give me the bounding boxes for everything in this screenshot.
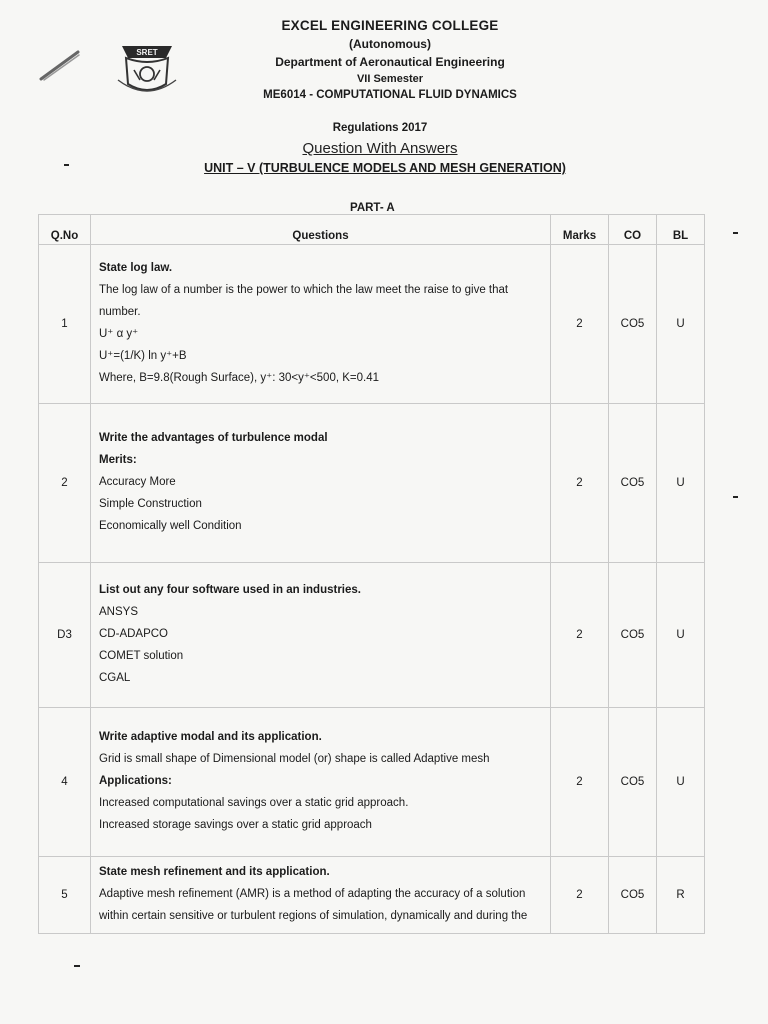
college-name: EXCEL ENGINEERING COLLEGE	[281, 18, 499, 33]
qno-cell: D3	[39, 563, 91, 708]
qno-cell: 4	[39, 708, 91, 857]
answer-line: number.	[99, 306, 141, 318]
answer-line: Grid is small shape of Dimensional model (or) shape is called Adaptive mesh	[99, 753, 490, 765]
header-co: CO	[609, 215, 657, 245]
qno-cell: 5	[39, 857, 91, 934]
bl-cell: U	[657, 708, 705, 857]
department-name: Department of Aeronautical Engineering	[275, 55, 505, 69]
bl-cell: R	[657, 857, 705, 934]
answer-line: Adaptive mesh refinement (AMR) is a method of adapting the accuracy of a solution	[99, 888, 526, 900]
answer-line: Economically well Condition	[99, 520, 242, 532]
answer-line: Simple Construction	[99, 498, 202, 510]
table-row	[39, 708, 705, 857]
answer-line: The log law of a number is the power to which the law meet the raise to give that	[99, 284, 509, 296]
part-label: PART- A	[350, 202, 395, 214]
answer-line: ANSYS	[99, 606, 138, 618]
qno-cell: 2	[39, 404, 91, 563]
marks-cell: 2	[551, 708, 609, 857]
answer-line: Increased storage savings over a static grid approach	[99, 819, 372, 831]
table-row	[39, 245, 705, 404]
co-cell: CO5	[609, 708, 657, 857]
semester-label: VII Semester	[356, 73, 424, 85]
co-cell: CO5	[609, 245, 657, 404]
table-row	[39, 563, 705, 708]
college-logo	[112, 36, 182, 100]
bl-cell: U	[657, 245, 705, 404]
header-marks: Marks	[551, 215, 609, 245]
questions-table	[38, 214, 705, 934]
question-cell	[91, 245, 551, 404]
answer-line: within certain sensitive or turbulent regions of simulation, dynamically and during the	[99, 910, 528, 922]
marks-cell: 2	[551, 563, 609, 708]
document-title: Question With Answers	[302, 140, 458, 157]
answer-line: CD-ADAPCO	[99, 628, 169, 640]
marks-cell: 2	[551, 857, 609, 934]
unit-title	[150, 161, 620, 175]
margin-mark	[74, 965, 80, 967]
question-title: List out any four software used in an industries.	[99, 584, 361, 596]
marks-cell: 2	[551, 245, 609, 404]
course-title: ME6014 - COMPUTATIONAL FLUID DYNAMICS	[263, 89, 517, 101]
marks-cell: 2	[551, 404, 609, 563]
margin-mark	[733, 232, 738, 234]
svg-text:SRET: SRET	[136, 48, 158, 57]
unit-name: (TURBULENCE MODELS AND MESH GENERATION)	[258, 161, 566, 175]
answer-line: CGAL	[99, 672, 131, 684]
margin-mark	[64, 164, 69, 166]
regulations-label: Regulations 2017	[332, 122, 428, 134]
answer-line: Accuracy More	[99, 476, 176, 488]
document-header	[180, 18, 600, 101]
question-cell	[91, 404, 551, 563]
answer-line: Increased computational savings over a static grid approach.	[99, 797, 409, 809]
qno-cell: 1	[39, 245, 91, 404]
question-cell	[91, 857, 551, 934]
question-title: Write the advantages of turbulence modal	[99, 432, 328, 444]
bl-cell: U	[657, 404, 705, 563]
answer-line: Where, B=9.8(Rough Surface), y⁺: 30<y⁺<500, K=0.41	[99, 372, 379, 384]
co-cell: CO5	[609, 404, 657, 563]
bl-cell: U	[657, 563, 705, 708]
co-cell: CO5	[609, 563, 657, 708]
header-qno: Q.No	[39, 215, 91, 245]
answer-line: COMET solution	[99, 650, 184, 662]
question-cell	[91, 708, 551, 857]
unit-prefix: UNIT – V	[204, 161, 259, 175]
table-header-row	[39, 215, 705, 245]
answer-subheading: Merits:	[99, 454, 137, 466]
question-title: State mesh refinement and its application.	[99, 866, 330, 878]
answer-line: U⁺=(1/K) ln y⁺+B	[99, 350, 187, 362]
table-row	[39, 857, 705, 934]
table-row	[39, 404, 705, 563]
header-bl: BL	[657, 215, 705, 245]
autonomous-label: (Autonomous)	[349, 37, 431, 51]
header-questions: Questions	[91, 215, 551, 245]
question-title: Write adaptive modal and its application.	[99, 731, 322, 743]
pencil-mark-icon	[38, 48, 82, 82]
answer-subheading: Applications:	[99, 775, 172, 787]
question-title: State log law.	[99, 262, 173, 274]
answer-line: U⁺ α y⁺	[99, 328, 139, 340]
margin-mark	[733, 496, 738, 498]
question-cell	[91, 563, 551, 708]
co-cell: CO5	[609, 857, 657, 934]
